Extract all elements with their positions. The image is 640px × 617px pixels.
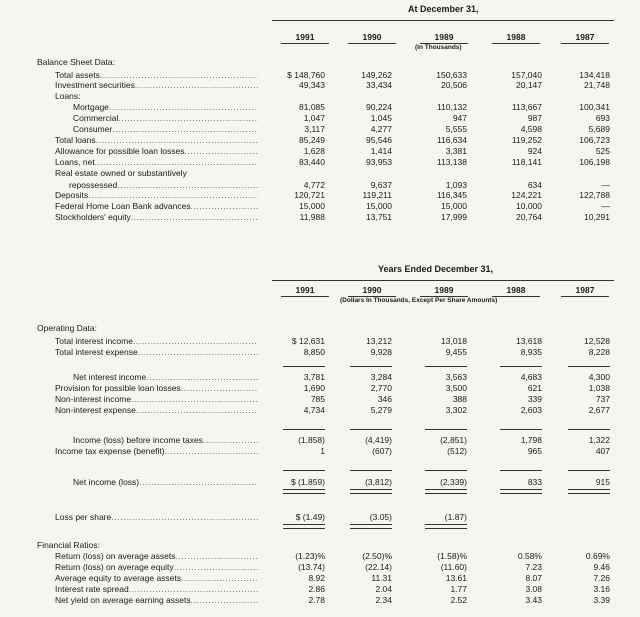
- row-label-text: Return (loss) on average equity: [55, 562, 174, 572]
- row-label-text: Net interest income: [73, 372, 147, 382]
- cell-value: (3,812): [365, 477, 392, 487]
- cell-value: 122,788: [579, 190, 610, 200]
- row-label: [55, 146, 258, 156]
- row-label: [55, 446, 258, 456]
- subtotal-rule: [283, 429, 325, 430]
- row-label-text: Investment securities: [55, 80, 135, 90]
- cell-value: 1,414: [370, 146, 392, 156]
- row-label-text: Provision for possible loan losses: [55, 383, 181, 393]
- cell-value: 10,000: [516, 201, 542, 211]
- cell-value: 10,291: [584, 212, 610, 222]
- cell-value: 9.46: [593, 562, 610, 572]
- total-double-rule: [283, 524, 325, 529]
- row-label: [55, 168, 258, 178]
- row-label-text: Income tax expense (benefit): [55, 446, 165, 456]
- row-label-text: Consumer: [73, 124, 113, 134]
- cell-value: 17,999: [441, 212, 467, 222]
- row-label-text: Commercial: [73, 113, 119, 123]
- ratios-section-title: Financial Ratios:: [37, 540, 100, 550]
- cell-value: (4,419): [365, 435, 392, 445]
- year-header: 1988: [506, 285, 526, 295]
- cell-value: 100,341: [579, 102, 610, 112]
- cell-value: 7.26: [593, 573, 610, 583]
- row-label-text: Total interest income: [55, 336, 133, 346]
- cell-value: 13,751: [366, 212, 392, 222]
- year-header: 1990: [362, 32, 382, 42]
- row-label: [69, 180, 258, 190]
- cell-value: 81,085: [299, 102, 325, 112]
- row-label: [55, 383, 258, 393]
- cell-value: 1,322: [588, 435, 610, 445]
- cell-value: 693: [595, 113, 610, 123]
- row-label-text: Non-interest income: [55, 394, 132, 404]
- cell-value: 106,198: [579, 157, 610, 167]
- row-label-text: Total assets: [55, 70, 100, 80]
- cell-value: 2,770: [370, 383, 392, 393]
- year-underline: [561, 296, 609, 297]
- cell-value: $ (1,859): [290, 477, 325, 487]
- year-underline: [492, 296, 540, 297]
- subtotal-rule: [568, 366, 610, 367]
- cell-value: (2.50)%: [362, 551, 392, 561]
- cell-value: 13,618: [516, 336, 542, 346]
- total-double-rule: [568, 489, 610, 494]
- cell-value: (3.05): [369, 512, 392, 522]
- cell-value: 4,300: [588, 372, 610, 382]
- year-header: 1989: [434, 285, 454, 295]
- total-double-rule: [425, 524, 467, 529]
- cell-value: 3,381: [445, 146, 467, 156]
- cell-value: 4,683: [520, 372, 542, 382]
- subtotal-rule: [500, 470, 542, 471]
- row-label-text: Loss per share: [55, 512, 112, 522]
- cell-value: 8,228: [588, 347, 610, 357]
- cell-value: 118,141: [511, 157, 542, 167]
- subtotal-rule: [500, 429, 542, 430]
- cell-value: 3.39: [593, 595, 610, 605]
- cell-value: 2.52: [450, 595, 467, 605]
- row-label: [55, 80, 258, 90]
- cell-value: (1,858): [298, 435, 325, 445]
- year-header: 1990: [362, 285, 382, 295]
- cell-value: (1.58)%: [437, 551, 467, 561]
- cell-value: (2,339): [440, 477, 467, 487]
- cell-value: 113,667: [511, 102, 542, 112]
- cell-value: 525: [595, 146, 610, 156]
- total-double-rule: [350, 489, 392, 494]
- cell-value: 4,772: [303, 180, 325, 190]
- cell-value: 90,224: [366, 102, 392, 112]
- cell-value: 5,689: [588, 124, 610, 134]
- cell-value: 21,748: [584, 80, 610, 90]
- cell-value: 150,633: [436, 70, 467, 80]
- cell-value: 134,418: [579, 70, 610, 80]
- cell-value: 20,764: [516, 212, 542, 222]
- row-label: [55, 212, 258, 222]
- year-header: 1987: [575, 285, 595, 295]
- row-label: [55, 512, 258, 522]
- balance-unit-note: (In Thousands): [415, 44, 462, 51]
- balance-section-title: Balance Sheet Data:: [37, 57, 115, 67]
- row-label-text: Stockholders' equity: [55, 212, 131, 222]
- subtotal-rule: [350, 429, 392, 430]
- cell-value: 13,018: [441, 336, 467, 346]
- cell-value: 737: [595, 394, 610, 404]
- cell-value: 49,343: [299, 80, 325, 90]
- row-label-text: Deposits: [55, 190, 89, 200]
- cell-value: 11,988: [299, 212, 325, 222]
- cell-value: 1,798: [520, 435, 542, 445]
- cell-value: 3,117: [304, 124, 325, 134]
- row-label: [55, 336, 258, 346]
- row-label-text: repossessed: [69, 180, 118, 190]
- total-double-rule: [500, 489, 542, 494]
- cell-value: 1,690: [303, 383, 325, 393]
- row-label: [55, 190, 258, 200]
- row-label: [55, 201, 258, 211]
- cell-value: 924: [527, 146, 542, 156]
- row-label-text: Loans, net: [55, 157, 95, 167]
- cell-value: 13.61: [445, 573, 467, 583]
- row-label: [55, 551, 258, 561]
- total-double-rule: [425, 489, 467, 494]
- cell-value: —: [601, 180, 610, 190]
- cell-value: 2,603: [520, 405, 542, 415]
- subtotal-rule: [425, 429, 467, 430]
- row-label-text: Mortgage: [73, 102, 109, 112]
- cell-value: 20,506: [441, 80, 467, 90]
- cell-value: $ (1.49): [295, 512, 325, 522]
- subtotal-rule: [283, 470, 325, 471]
- cell-value: $ 148,760: [287, 70, 325, 80]
- total-double-rule: [283, 489, 325, 494]
- operating-period-header: Years Ended December 31,: [378, 264, 494, 274]
- cell-value: 1,093: [445, 180, 467, 190]
- cell-value: $ 12,631: [291, 336, 325, 346]
- year-underline: [281, 296, 329, 297]
- cell-value: 1,038: [588, 383, 610, 393]
- row-label: [55, 595, 258, 605]
- cell-value: 2.34: [375, 595, 392, 605]
- cell-value: 3.16: [593, 584, 610, 594]
- cell-value: 9,928: [370, 347, 392, 357]
- row-label: [55, 347, 258, 357]
- cell-value: (1.23)%: [295, 551, 325, 561]
- cell-value: 3,563: [445, 372, 467, 382]
- row-label: [55, 405, 258, 415]
- year-header: 1991: [295, 32, 315, 42]
- cell-value: 110,132: [436, 102, 467, 112]
- cell-value: 13,212: [366, 336, 392, 346]
- cell-value: 15,000: [441, 201, 467, 211]
- row-label-text: Income (loss) before income taxes: [73, 435, 203, 445]
- cell-value: 33,434: [366, 80, 392, 90]
- cell-value: 1,628: [303, 146, 325, 156]
- cell-value: 785: [310, 394, 325, 404]
- cell-value: 4,277: [370, 124, 392, 134]
- year-header: 1988: [506, 32, 526, 42]
- header-rule: [272, 20, 614, 21]
- cell-value: 965: [527, 446, 542, 456]
- cell-value: 124,221: [511, 190, 542, 200]
- year-header: 1989: [434, 32, 454, 42]
- cell-value: 119,211: [362, 190, 392, 200]
- cell-value: (512): [447, 446, 467, 456]
- row-label: [55, 394, 258, 404]
- cell-value: (2,851): [440, 435, 467, 445]
- cell-value: 2,677: [588, 405, 610, 415]
- cell-value: 3,781: [303, 372, 325, 382]
- subtotal-rule: [425, 366, 467, 367]
- cell-value: 346: [377, 394, 392, 404]
- cell-value: 947: [452, 113, 467, 123]
- row-label-text: Federal Home Loan Bank advances: [55, 201, 191, 211]
- row-label-text: Net yield on average earning assets: [55, 595, 191, 605]
- operating-unit-note: (Dollars In Thousands, Except Per Share Amounts): [340, 297, 498, 304]
- row-label-text: Non-interest expense: [55, 405, 136, 415]
- cell-value: 915: [595, 477, 610, 487]
- year-underline: [492, 43, 540, 44]
- cell-value: 8.07: [525, 573, 542, 583]
- cell-value: 93,953: [366, 157, 392, 167]
- cell-value: 339: [527, 394, 542, 404]
- cell-value: 1,045: [370, 113, 392, 123]
- year-underline: [561, 43, 609, 44]
- row-label: [55, 562, 258, 572]
- cell-value: (607): [372, 446, 392, 456]
- cell-value: 95,546: [366, 135, 392, 145]
- cell-value: 85,249: [299, 135, 325, 145]
- cell-value: 1.77: [450, 584, 467, 594]
- row-label-text: Total loans: [55, 135, 96, 145]
- cell-value: 4,598: [520, 124, 542, 134]
- row-label-text: Interest rate spread: [55, 584, 129, 594]
- cell-value: 1: [320, 446, 325, 456]
- subtotal-rule: [350, 366, 392, 367]
- year-header: 1987: [575, 32, 595, 42]
- subtotal-rule: [500, 366, 542, 367]
- operating-section-title: Operating Data:: [37, 323, 98, 333]
- cell-value: 3,500: [445, 383, 467, 393]
- row-label: [73, 477, 258, 487]
- row-label: [55, 584, 258, 594]
- cell-value: 8,935: [520, 347, 542, 357]
- operating-header-rule: [272, 280, 614, 281]
- cell-value: 8,850: [303, 347, 325, 357]
- row-label: [55, 70, 258, 80]
- cell-value: 120,721: [294, 190, 325, 200]
- row-label: [73, 102, 258, 112]
- cell-value: 4,734: [303, 405, 325, 415]
- balance-period-header: At December 31,: [408, 4, 479, 14]
- row-label: [73, 113, 258, 123]
- cell-value: 634: [527, 180, 542, 190]
- cell-value: (11.60): [440, 562, 467, 572]
- cell-value: 1,047: [303, 113, 325, 123]
- cell-value: 621: [527, 383, 542, 393]
- cell-value: 20,147: [516, 80, 542, 90]
- cell-value: 0.69%: [585, 551, 610, 561]
- cell-value: 11.31: [371, 573, 392, 583]
- year-underline: [281, 43, 329, 44]
- cell-value: 407: [595, 446, 610, 456]
- cell-value: 113,138: [436, 157, 467, 167]
- row-label: [73, 435, 258, 445]
- cell-value: 987: [527, 113, 542, 123]
- cell-value: 3,302: [445, 405, 467, 415]
- cell-value: 9,637: [370, 180, 392, 190]
- cell-value: 5,279: [370, 405, 392, 415]
- cell-value: 9,455: [445, 347, 467, 357]
- cell-value: 3.43: [525, 595, 542, 605]
- cell-value: 3.08: [525, 584, 542, 594]
- cell-value: 2.86: [308, 584, 325, 594]
- subtotal-rule: [425, 470, 467, 471]
- cell-value: 157,040: [511, 70, 542, 80]
- total-double-rule: [350, 524, 392, 529]
- cell-value: 3,284: [370, 372, 392, 382]
- cell-value: (13.74): [298, 562, 325, 572]
- cell-value: 12,528: [584, 336, 610, 346]
- row-label: [55, 157, 258, 167]
- row-label: [73, 372, 258, 382]
- subtotal-rule: [350, 470, 392, 471]
- cell-value: 15,000: [299, 201, 325, 211]
- row-label-text: Loans:: [55, 91, 81, 101]
- cell-value: 388: [452, 394, 467, 404]
- cell-value: 7.23: [525, 562, 542, 572]
- cell-value: 5,555: [445, 124, 467, 134]
- year-underline: [348, 43, 396, 44]
- cell-value: 119,252: [511, 135, 542, 145]
- row-label-text: Real estate owned or substantively: [55, 168, 187, 178]
- cell-value: 116,634: [436, 135, 467, 145]
- cell-value: —: [601, 201, 610, 211]
- cell-value: (1.87): [444, 512, 467, 522]
- row-label-text: Average equity to average assets: [55, 573, 182, 583]
- cell-value: 2.04: [375, 584, 392, 594]
- cell-value: 2.78: [308, 595, 325, 605]
- cell-value: 106,723: [579, 135, 610, 145]
- row-label: [55, 91, 258, 101]
- row-label-text: Net income (loss): [73, 477, 140, 487]
- row-label-text: Return (loss) on average assets: [55, 551, 176, 561]
- row-label-text: Allowance for possible loan losses: [55, 146, 185, 156]
- row-label: [55, 135, 258, 145]
- cell-value: 833: [527, 477, 542, 487]
- subtotal-rule: [568, 429, 610, 430]
- row-label: [55, 573, 258, 583]
- cell-value: 0.58%: [517, 551, 542, 561]
- cell-value: 116,345: [436, 190, 467, 200]
- subtotal-rule: [568, 470, 610, 471]
- subtotal-rule: [283, 366, 325, 367]
- cell-value: 15,000: [366, 201, 392, 211]
- cell-value: 83,440: [299, 157, 325, 167]
- cell-value: (22.14): [365, 562, 392, 572]
- row-label-text: Total interest expense: [55, 347, 138, 357]
- row-label: [73, 124, 258, 134]
- cell-value: 8.92: [308, 573, 325, 583]
- cell-value: 149,262: [361, 70, 392, 80]
- year-header: 1991: [295, 285, 315, 295]
